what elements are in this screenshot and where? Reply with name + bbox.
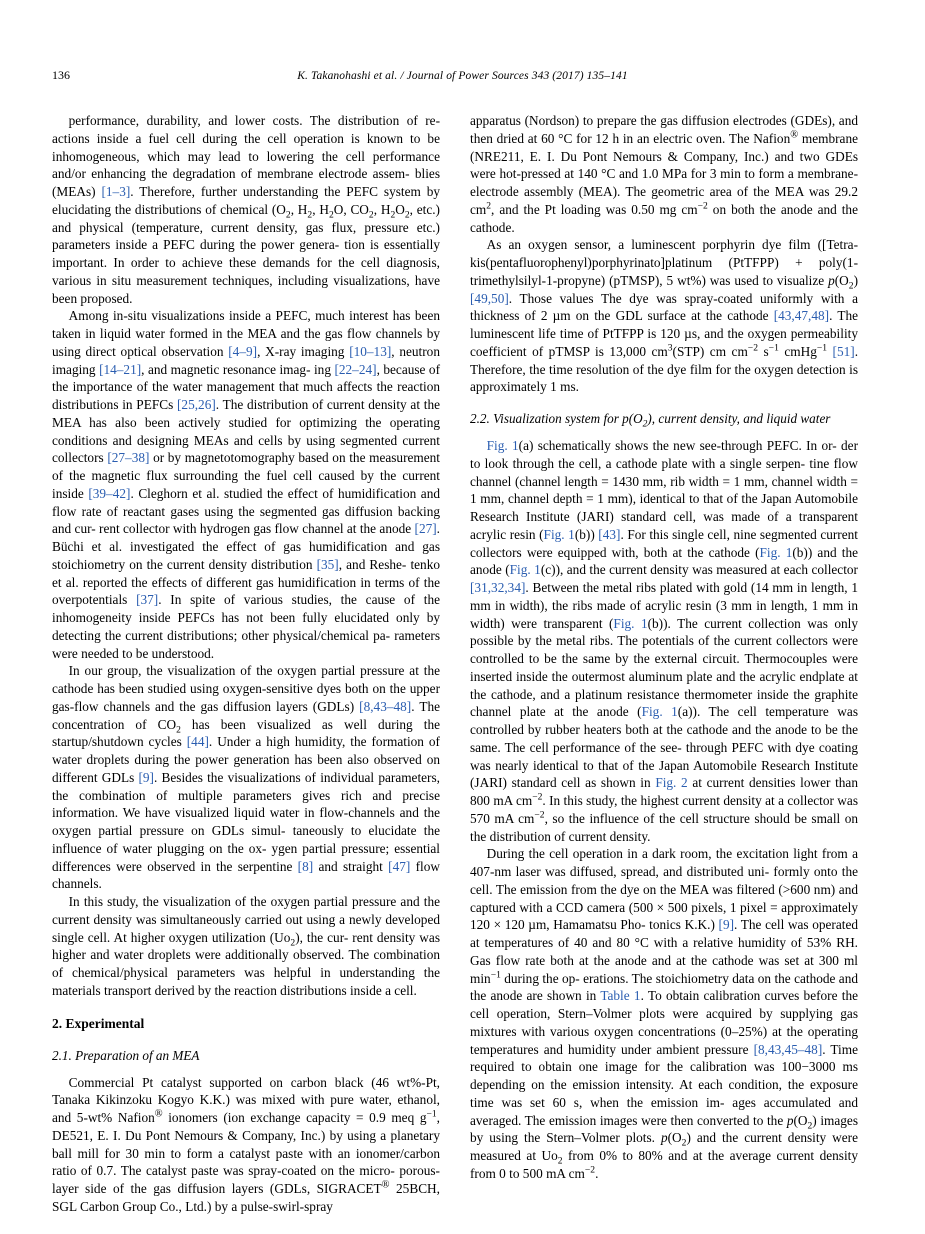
figure-link[interactable]: Fig. 1 xyxy=(759,544,793,560)
citation-link[interactable]: [8,43–48] xyxy=(359,698,412,714)
citation-link[interactable]: [51] xyxy=(832,343,855,359)
paragraph: apparatus (Nordson) to prepare the gas diffusion electrodes (GDEs), and then dried at 60 °C for 12 h in an electric oven. The Nafion® membrane (NRE211, E. I. Du Pont Nemours & Company, Inc.) and two GDEs were hot-pressed at 140 °C and 1.0 MPa for 3 min to form a membrane-electrode assembly (MEA). The geometric area of the MEA was 29.2 $cm^2$, and the Pt loading was 0.50 mg $cm^{-2}$ on both the anode and the cathode. xyxy=(470,113,858,235)
paragraph: During the cell operation in a dark room, the excitation light from a 407-nm laser was diffused, spread, and distributed uni- formly onto the cell. The emission from the dye on the MEA was filtered (>600 nm) and captured with a CCD camera (500 × 500 pixels, 1 pixel = approximately 120 × 120 µm, Hamamatsu Pho- tonics K.K.) [9]. The cell was operated at temperatures of 40 and 80 °C with a relative humidity of 53% RH. Gas flow rate both at the anode and at the cathode was set at 300 ml $\min^{-1}$ during the op- erations. The stoichiometry data on the cathode and the anode are shown in Table 1. To obtain calibration curves before the cell operation, Stern–Volmer plots were acquired by supplying gas mixtures with various oxygen concentrations (0–25%) at the operating temperatures and humidity under ambient pressure [8,43,45–48]. Time required to obtain one image for the calibration was 100−3000 ms depending on the emission intensity. At each condition, the exposure time was set 60 s, when the emission im- ages accumulated and averaged. The emission images were then converted to the $p(O_2)$ images by using the Stern–Volmer plots. $p(O_2)$ and the current density were measured at $Uo_2$ from 0% to 80% and at the average current density from 0 to 500 mA $cm^{-2}$. xyxy=(470,846,859,1181)
citation-link[interactable]: [14–21] xyxy=(99,361,142,377)
paragraph: In our group, the visualization of the oxygen partial pressure at the cathode has been studied using oxygen-sensitive dyes both on the upper gas-flow channels and the gas diffusion layers (GDLs) [8,43–48]. The concentration of $CO_2$ has been visualized as well during the startup/shutdown cycles [44]. Under a high humidity, the formation of water droplets during the power generation has been also observed on different GDLs [9]. Besides the visualizations of individual parameters, the combination of multiple parameters gives rich and precise information. We have visualized liquid water in flow-channels and the oxygen partial pressure on GDLs simul- taneously to elucidate the influence of water plugging on the ox- ygen partial pressure; essential differences were observed in the serpentine [8] and straight [47] flow channels. xyxy=(52,663,441,892)
running-head xyxy=(52,68,873,82)
figure-link[interactable]: Fig. 1 xyxy=(543,526,575,542)
figure-link[interactable]: Fig. 1 xyxy=(641,704,678,720)
citation-link[interactable]: [1–3] xyxy=(101,184,131,199)
paragraph: As an oxygen sensor, a luminescent porphyrin dye film ([Tetra- kis(pentafluorophenyl)porphyrinato]platinum (PtTFPP) + poly(1- trimethylsilyl-1-propyne) (pTMSP), 5 wt%) was used to visualize $p(O_2)$ [49,50]. Those values The dye was spray-coated uniformly with a thickness of 2 µm on the GDL surface at the cathode [43,47,48]. The luminescent life time of PtTFPP is 120 µs, and the oxygen permeability coefficient of pTMSP is 13,000 $cm^3(STP)$ cm $cm^{-2}$ $s^{-1}$ cmHg$^{-1}$ [51]. Therefore, the time resolution of the dye film for the oxygen detection is approximately 1 ms. xyxy=(470,237,859,395)
citation-link[interactable]: [4–9] xyxy=(228,343,258,359)
table-link[interactable]: Table 1 xyxy=(600,988,641,1004)
left-column xyxy=(52,112,440,1216)
citation-link[interactable]: [44] xyxy=(186,734,209,750)
subsection-heading: 2.1. Preparation of an MEA xyxy=(52,1047,200,1063)
citation-link[interactable]: [27–38] xyxy=(107,450,150,466)
citation-link[interactable]: [10–13] xyxy=(349,343,392,359)
citation-link[interactable]: [31,32,34] xyxy=(470,580,526,596)
figure-link[interactable]: Fig. 1 xyxy=(486,438,519,454)
citation-link[interactable]: [35] xyxy=(316,556,339,572)
section-heading: 2. Experimental xyxy=(52,1015,145,1031)
right-column xyxy=(470,112,858,1216)
paragraph: Commercial Pt catalyst supported on carbon black (46 wt%-Pt, Tanaka Kikinzoku Kogyo K.K.) was mixed with pure water, ethanol, and 5-wt% Nafion® ionomers (ion exchange capacity = 0.9 meq $g^{-1}$, DE521, E. I. Du Pont Nemours & Company, Inc.) by using a planetary ball mill for 30 min to form a catalyst paste with an ionomer/carbon ratio of 0.7. The catalyst paste was spray-coated on the micro- porous-layer side of the gas diffusion layers (GDLs, SIGRACET® 25BCH, SGL Carbon Group Co., Ltd.) by a pulse-swirl-spray xyxy=(52,1074,440,1214)
citation-link[interactable]: [37] xyxy=(136,592,159,608)
paragraph: In this study, the visualization of the oxygen partial pressure and the current density was simultaneously carried out using a newly developed single cell. At higher oxygen utilization $(Uo_2)$, the cur- rent density was higher and water droplets were additionally observed. The combination of chemical/physical parameters was helpful in understanding the materials transport derived by the reaction distributions inside a cell. xyxy=(52,894,440,998)
citation-link[interactable]: [39–42] xyxy=(88,485,131,501)
citation-link[interactable]: [47] xyxy=(388,858,411,874)
page-number: 136 xyxy=(52,68,70,82)
figure-link[interactable]: Fig. 1 xyxy=(613,615,648,631)
citation-link[interactable]: [8] xyxy=(297,858,314,874)
figure-link[interactable]: Fig. 2 xyxy=(655,775,688,791)
paragraph: Fig. 1(a) schematically shows the new see-through PEFC. In or- der to look through the cell, a cathode plate with a single serpen- tine flow channel (channel length = 1430 mm, rib width = 1 mm, channel width = 1 mm, channel depth = 1 mm), identical to that of the Japan Automobile Research Institute (JARI) standard cell, was made of a transparent acrylic resin (Fig. 1(b)) [43]. For this single cell, nine segmented current collectors were equipped with, both at the cathode (Fig. 1(b)) and the anode (Fig. 1(c)), and the current density was measured at each collector [31,32,34]. Between the metal ribs plated with gold (14 mm in length, 1 mm in width), the ribs made of acrylic resin (3 mm in length, 1 mm in width) were transparent (Fig. 1(b)). The current collection was only possible by the metal ribs. The potentials of the current collectors were controlled to be the same by the external circuit. Thermocouples were inserted inside the outermost aluminum plate and the acrylic endplate at the cathode, and a platinum resistance thermometer inside the graphite channel plate at the anode (Fig. 1(a)). The cell temperature was controlled by rubber heaters both at the cathode and the anode to be the same. The cell performance of the see- through PEFC with dye coating was nearly identical to that of the Japan Automobile Research Institute (JARI) standard cell as shown in Fig. 2 at current densities lower than 800 mA $cm^{-2}$. In this study, the highest current density at a collector was 570 mA $cm^{-2}$, so the influence of the cell structure should be small on the distribution of current density. xyxy=(470,438,858,844)
citation-link[interactable]: [43] xyxy=(598,526,621,542)
paragraph: performance, durability, and lower costs. The distribution of re- actions inside a fuel cell during the cell operation is known to be inhomogeneous, which may lead to lowering the cell performance and/or enhancing the degradation of membrane electrode assem- blies (MEAs) [1–3]. Therefore, further understanding the PEFC system by elucidating the distributions of chemical ($O_2$, $H_2$, $H_2O$, $CO_2$, $H_2O_2$, etc.) and physical (temperature, current density, gas flux, pressure etc.) parameters inside a PEFC during the power genera- tion is essentially important. In order to achieve these demands for the cell diagnosis, various in situ measurement techniques, including visualizations, have been proposed. xyxy=(52,113,441,306)
citation-link[interactable]: [9] xyxy=(138,769,154,785)
subsection-heading: 2.2. Visualization system for $p(O_2)$, current density, and liquid water xyxy=(470,411,831,430)
citation-link[interactable]: [9] xyxy=(718,917,735,933)
citation-link[interactable]: [43,47,48] xyxy=(773,308,830,324)
citation-link[interactable]: [22–24] xyxy=(334,361,377,377)
figure-link[interactable]: Fig. 1 xyxy=(509,562,541,578)
two-column-body xyxy=(52,112,873,1216)
journal-citation: K. Takanohashi et al. / Journal of Power Sources 343 (2017) 135–141 xyxy=(297,70,628,82)
paragraph: Among in-situ visualizations inside a PEFC, much interest has been taken in liquid water formed in the MEA and the gas flow channels by using direct optical observation [4–9], X-ray imaging [10–13], neutron imaging [14–21], and magnetic resonance imag- ing [22–24], because of the importance of the water management that much affects the reaction distributions in PEFCs [25,26]. The distribution of current density at the MEA has also been actively studied for optimizing the operating conditions and designing MEAs and cells by using segmented current collectors [27–38] or by magnetotomography based on the measurement of the magnetic flux surrounding the fuel cell caused by the current inside [39–42]. Cleghorn et al. studied the effect of humidification and flow rate of reactant gases using the segmented gas diffusion backing and cur- rent collector with hydrogen gas flow channel at the anode [27]. Büchi et al. investigated the effect of gas humidification and gas stoichiometry on the current density distribution [35], and Reshe- tenko et al. reported the effects of different gas humidification in terms of the overpotentials [37]. In spite of various studies, the cause of the inhomogeneity inside PEFCs has not been fully elucidated only by detecting the current distributions; other physical/chemical pa- rameters were needed to be understood. xyxy=(52,308,441,661)
citation-link[interactable]: [27] xyxy=(414,521,437,537)
citation-link[interactable]: [8,43,45–48] xyxy=(753,1041,823,1057)
citation-link[interactable]: [25,26] xyxy=(177,397,216,412)
citation-link[interactable]: [49,50] xyxy=(470,290,509,306)
